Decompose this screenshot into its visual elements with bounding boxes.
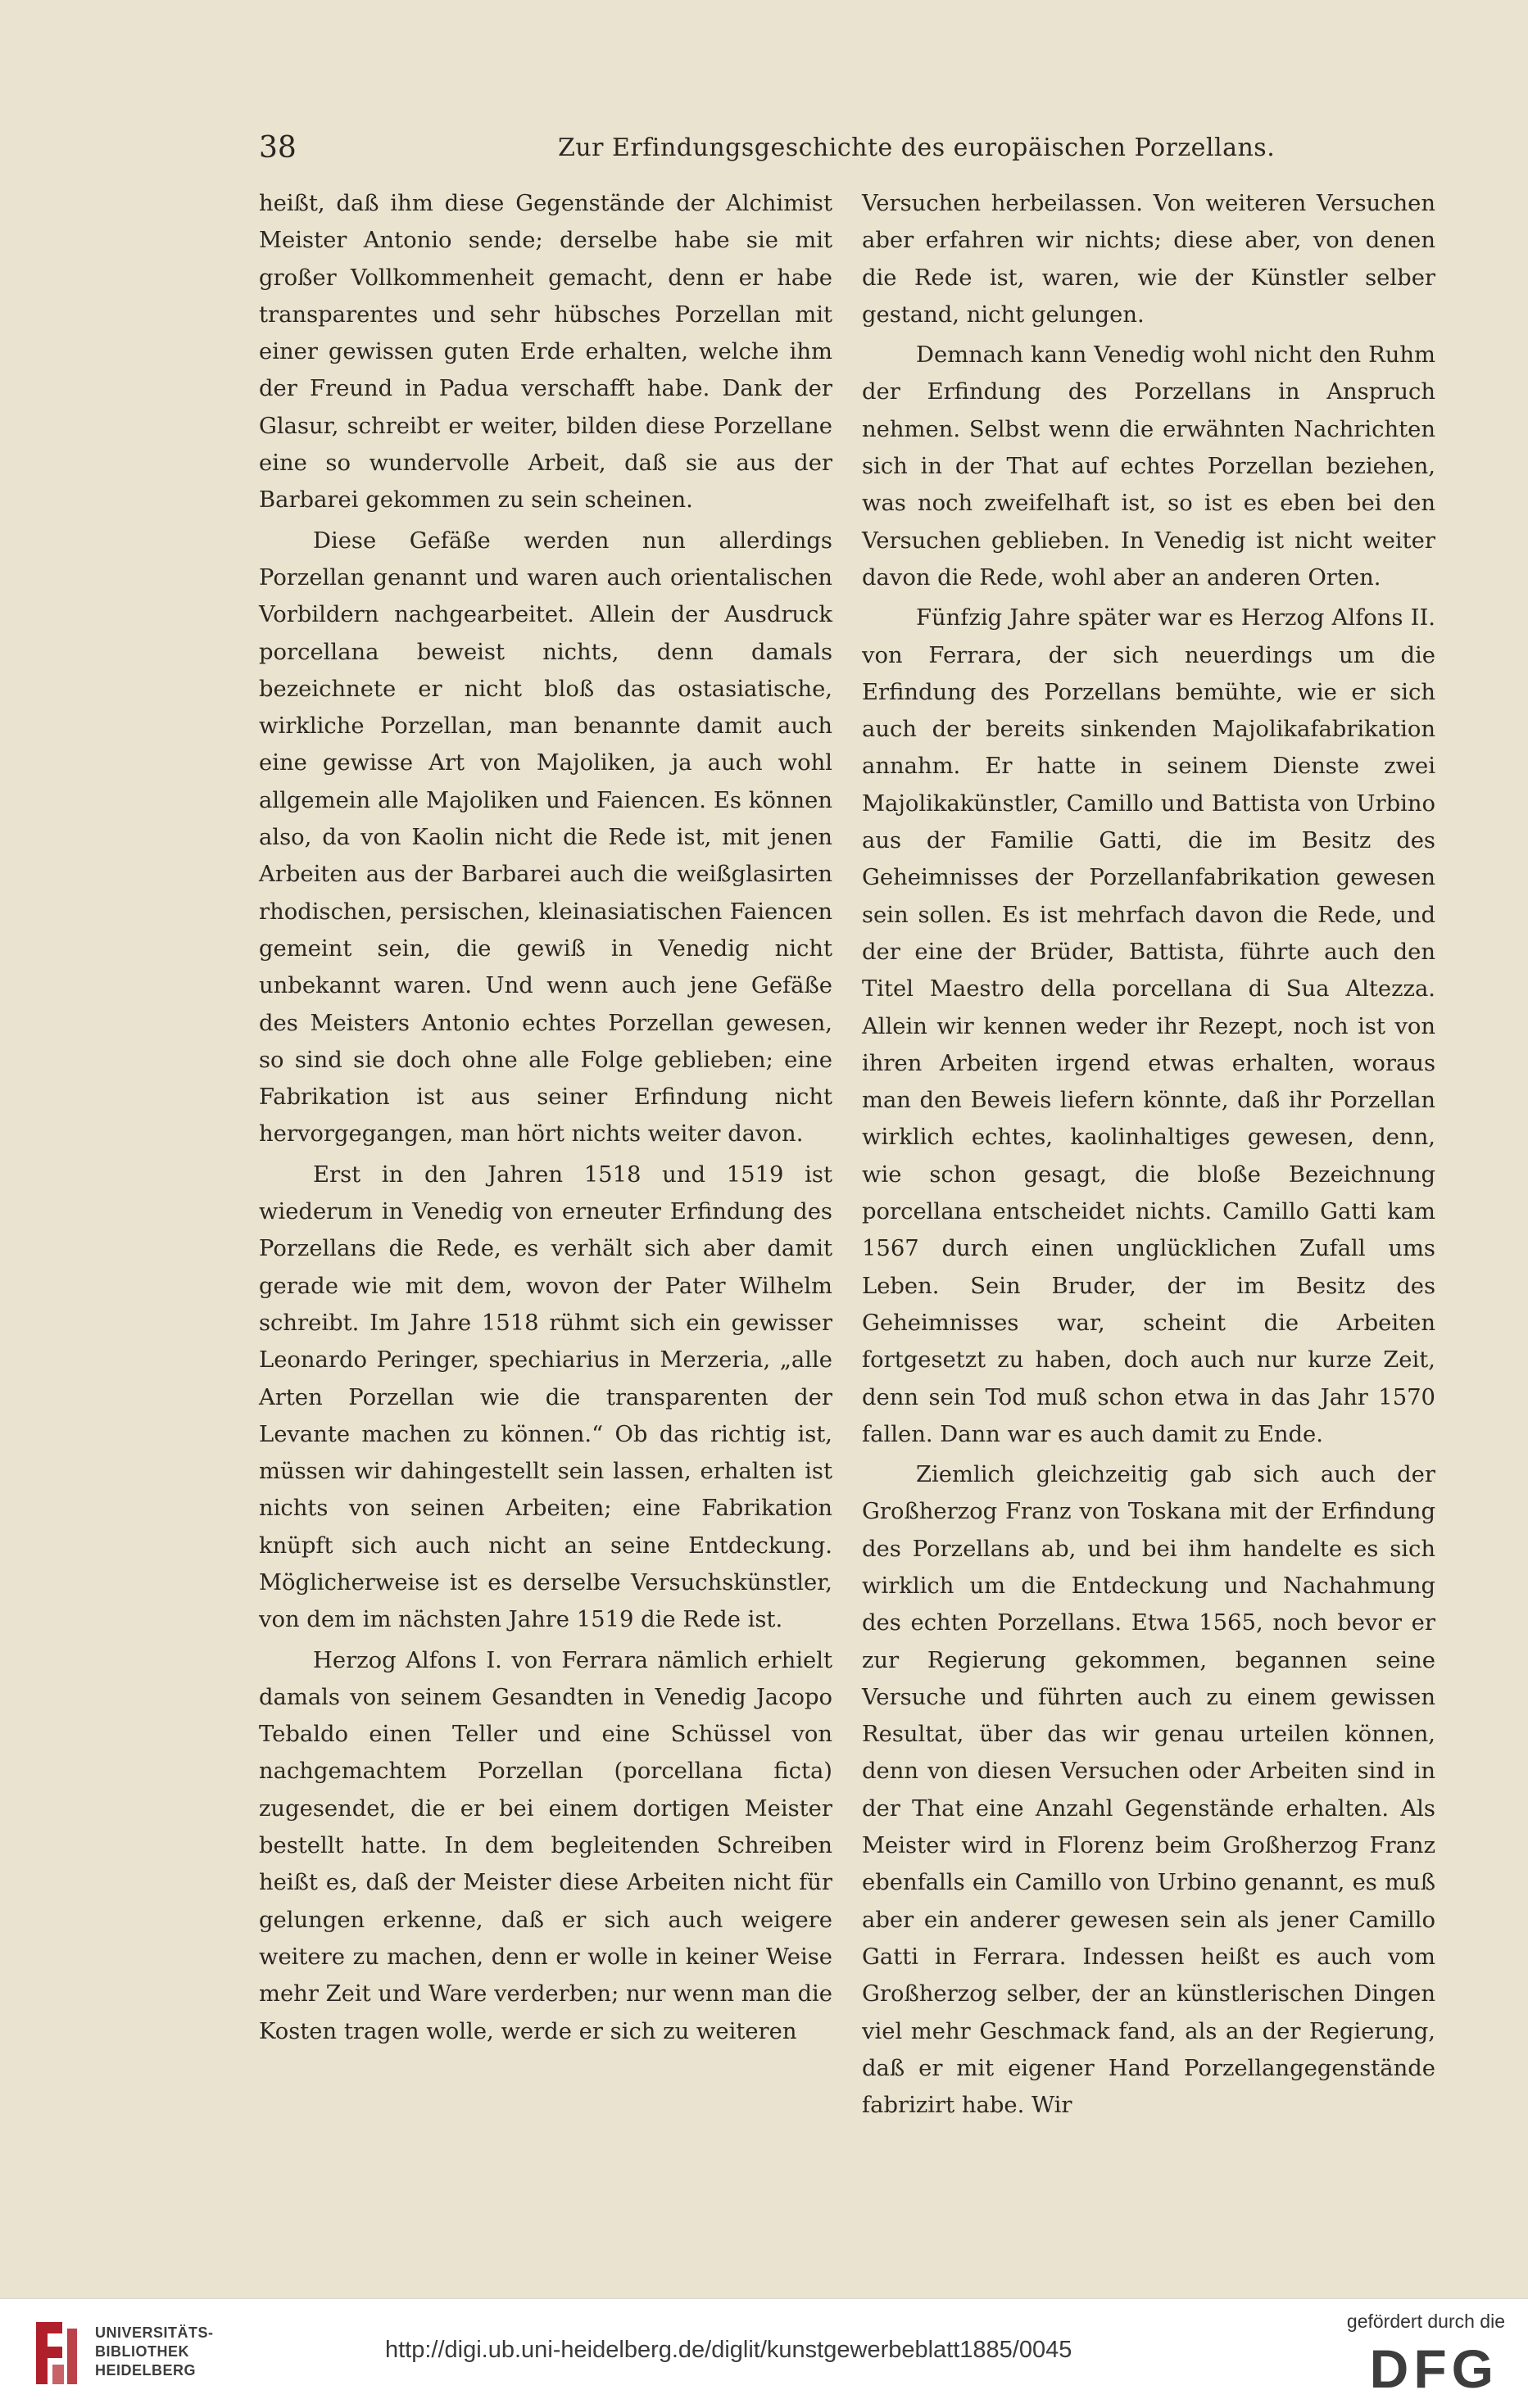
page-header	[259, 129, 1439, 167]
funded-by-text: gefördert durch die	[1346, 2311, 1505, 2332]
paragraph: Ziemlich gleichzeitig gab sich auch der Großherzog Franz von Toskana mit der Erfindung des Porzellans ab, und bei ihm handelte es sich wirklich um die Entdeckung und Nachahmung des echten Porzellans. Etwa 1565, noch bevor er zur Regierung gekommen, begannen seine Versuche und führten auch zu einem gewissen Resultat, über das wir genau urteilen können, denn von diesen Versuchen oder Arbeiten sind in der That eine Anzahl Gegenstände erhalten. Als Meister wird in Florenz beim Großherzog Franz ebenfalls ein Camillo von Urbino genannt, es muß aber ein anderer gewesen sein als jener Camillo Gatti in Ferrara. Indessen heißt es auch vom Großherzog selber, der an künstlerischen Dingen viel mehr Geschmack fand, als an der Regierung, daß er mit eigener Hand Porzellangegenstände fabrizirt habe. Wir	[862, 1462, 1435, 2119]
left-column	[259, 185, 832, 2050]
source-url-link[interactable]: http://digi.ub.uni-heidelberg.de/diglit/kunstgewerbeblatt1885/0045	[385, 2337, 1072, 2363]
running-title: Zur Erfindungsgeschichte des europäischen Porzellans.	[558, 134, 1276, 162]
dfg-logo: DFG	[1369, 2338, 1499, 2399]
library-name-line: UNIVERSITÄTS-	[95, 2324, 214, 2341]
paragraph: Diese Gefäße werden nun allerdings Porzellan genannt und waren auch orientalischen Vorbildern nachgearbeitet. Allein der Ausdruck porcellana beweist nichts, denn damals bezeichnete er nicht bloß das ostasiatische, wirkliche Porzellan, man benannte damit auch eine gewisse Art von Majoliken, ja auch wohl allgemein alle Majoliken und Faiencen. Es können also, da von Kaolin nicht die Rede ist, mit jenen Arbeiten aus der Barbarei auch die weißglasirten rhodischen, persischen, kleinasiatischen Faiencen gemeint sein, die gewiß in Venedig nicht unbekannt waren. Und wenn auch jene Gefäße des Meisters Antonio echtes Porzellan gewesen, so sind sie doch ohne alle Folge geblieben; eine Fabrikation ist aus seiner Erfindung nicht hervorgegangen, man hört nichts weiter davon.	[259, 527, 832, 1147]
library-name	[95, 2324, 214, 2380]
library-name-line: BIBLIOTHEK	[95, 2343, 189, 2360]
page-number: 38	[259, 131, 297, 165]
right-column	[862, 185, 1435, 2124]
university-library-logo-icon	[29, 2317, 82, 2389]
library-name-line: HEIDELBERG	[95, 2362, 197, 2379]
paragraph: heißt, daß ihm diese Gegenstände der Alchimist Meister Antonio sende; derselbe habe sie mit großer Vollkommenheit gemacht, denn er habe transparentes und sehr hübsches Porzellan mit einer gewissen guten Erde erhalten, welche ihm der Freund in Padua verschafft habe. Dank der Glasur, schreibt er weiter, bilden diese Porzellane eine so wundervolle Arbeit, daß sie aus der Barbarei gekommen zu sein scheinen.	[259, 191, 832, 514]
digitization-footer	[0, 2298, 1528, 2408]
paragraph: Erst in den Jahren 1518 und 1519 ist wiederum in Venedig von erneuter Erfindung des Porzellans die Rede, es verhält sich aber damit gerade wie mit dem, wovon der Pater Wilhelm schreibt. Im Jahre 1518 rühmt sich ein gewisser Leonardo Peringer, spechiarius in Merzeria, „alle Arten Porzellan wie die transparenten der Levante machen zu können.“ Ob das richtig ist, müssen wir dahingestellt sein lassen, erhalten ist nichts von seinen Arbeiten; eine Fabrikation knüpft sich auch nicht an seine Entdeckung. Möglicherweise ist es derselbe Versuchskünstler, von dem im nächsten Jahre 1519 die Rede ist.	[259, 1161, 832, 1633]
paragraph: Fünfzig Jahre später war es Herzog Alfons II. von Ferrara, der sich neuerdings um die Erfindung des Porzellans bemühte, wie er sich auch der bereits sinkenden Majolikafabrikation annahm. Er hatte in seinem Dienste zwei Majolikakünstler, Camillo und Battista von Urbino aus der Familie Gatti, die im Besitz des Geheimnisses der Porzellanfabrikation gewesen sein sollen. Es ist mehrfach davon die Rede, und der eine der Brüder, Battista, führte auch den Titel Maestro della porcellana di Sua Altezza. Allein wir kennen weder ihr Rezept, noch ist von ihren Arbeiten irgend etwas erhalten, woraus man den Beweis liefern könnte, daß ihr Porzellan wirklich echtes, kaolinhaltiges gewesen, denn, wie schon gesagt, die bloße Bezeichnung porcellana entscheidet nichts. Camillo Gatti kam 1567 durch einen unglücklichen Zufall ums Leben. Sein Bruder, der im Besitz des Geheimnisses war, scheint die Arbeiten fortgesetzt zu haben, doch auch nur kurze Zeit, denn sein Tod muß schon etwa in das Jahr 1570 fallen. Dann war es auch damit zu Ende.	[862, 605, 1435, 1447]
paragraph: Versuchen herbeilassen. Von weiteren Versuchen aber erfahren wir nichts; diese aber, von denen die Rede ist, waren, wie der Künstler selber gestand, nicht gelungen.	[862, 191, 1435, 328]
paragraph: Herzog Alfons I. von Ferrara nämlich erhielt damals von seinem Gesandten in Venedig Jacopo Tebaldo einen Teller und eine Schüssel von nachgemachtem Porzellan (porcellana ficta) zugesendet, die er bei einem dortigen Meister bestellt hatte. In dem begleitenden Schreiben heißt es, daß der Meister diese Arbeiten nicht für gelungen erkenne, daß er sich auch weigere weitere zu machen, denn er wolle in keiner Weise mehr Zeit und Ware verderben; nur wenn man die Kosten tragen wolle, werde er sich zu weiteren	[259, 1647, 832, 2044]
paragraph: Demnach kann Venedig wohl nicht den Ruhm der Erfindung des Porzellans in Anspruch nehmen. Selbst wenn die erwähnten Nachrichten sich in der That auf echtes Porzellan beziehen, was noch zweifelhaft ist, so ist es eben bei den Versuchen geblieben. In Venedig ist nicht weiter davon die Rede, wohl aber an anderen Orten.	[862, 342, 1435, 591]
